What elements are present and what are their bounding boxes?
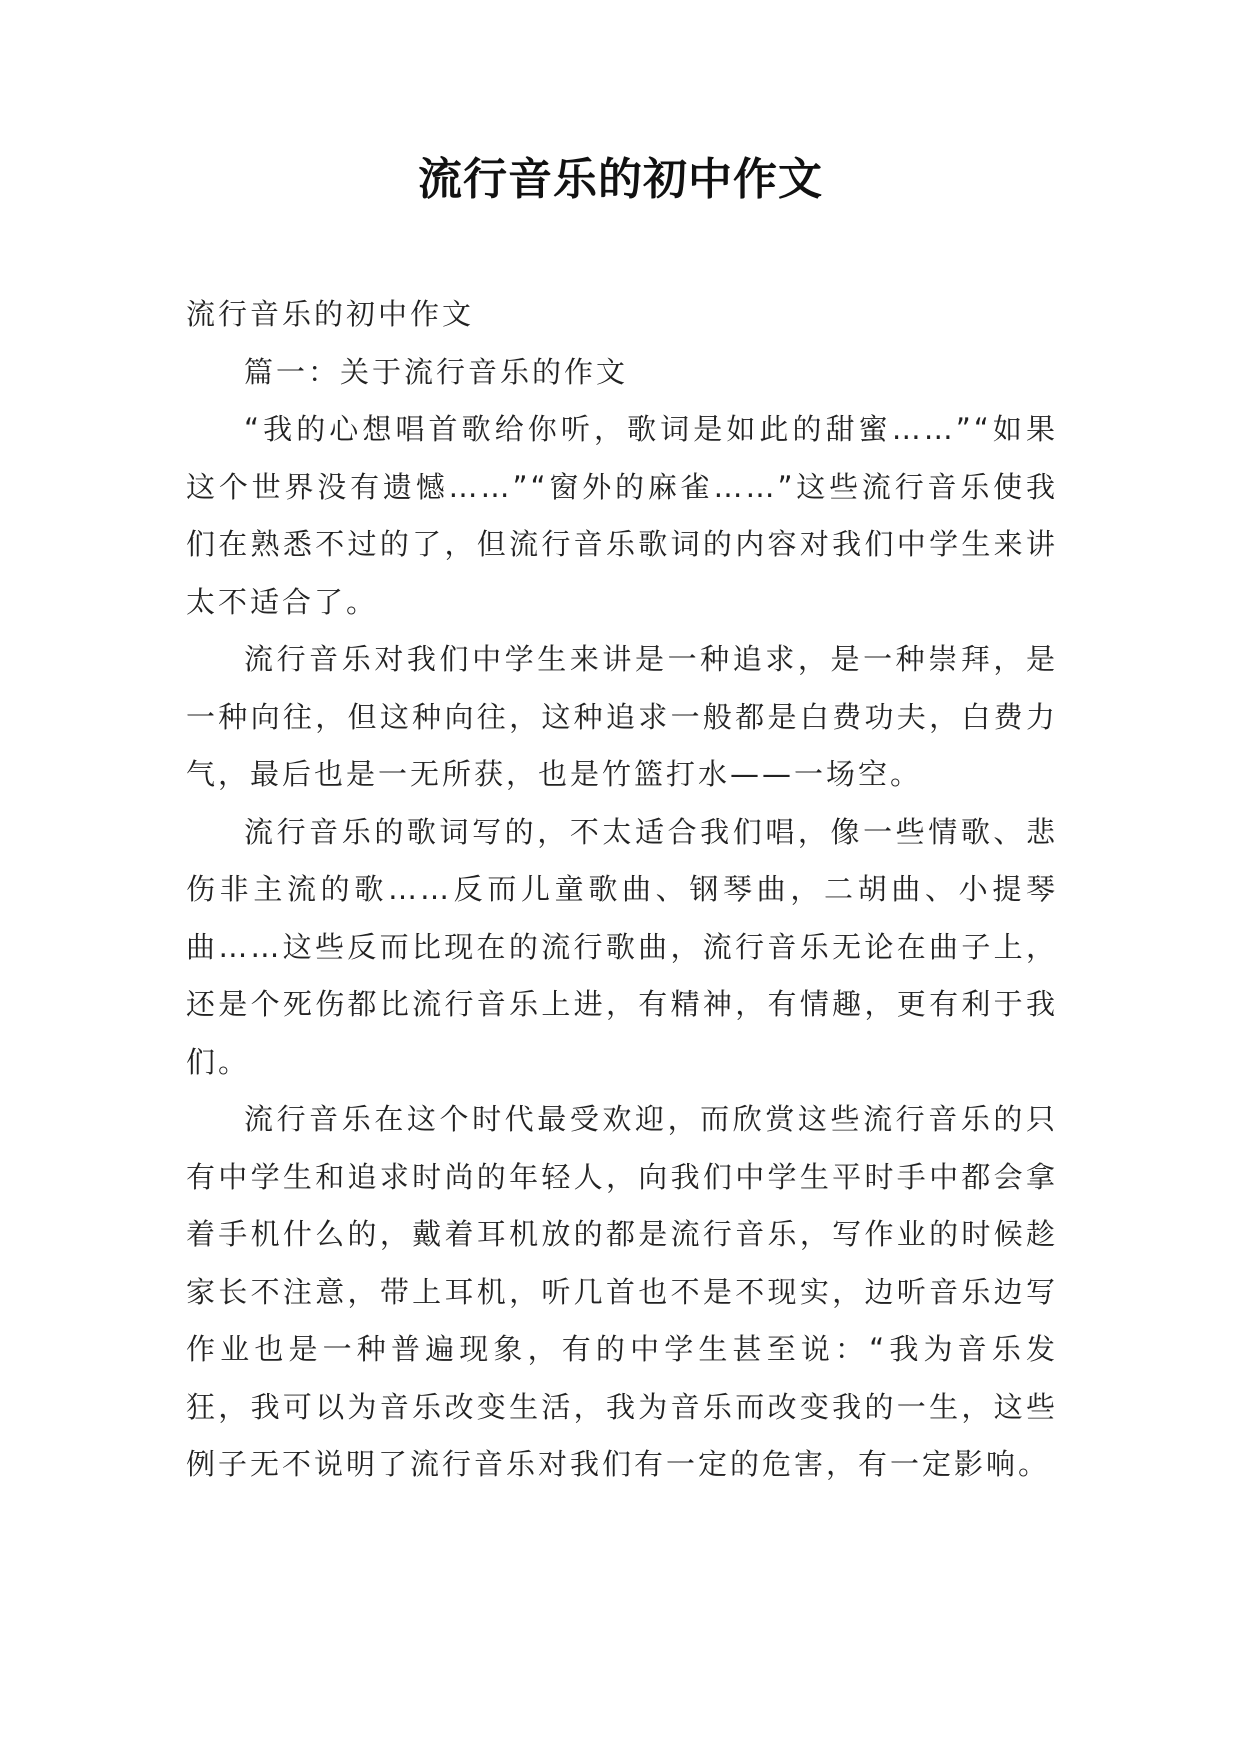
paragraph: 流行音乐在这个时代最受欢迎，而欣赏这些流行音乐的只有中学生和追求时尚的年轻人，向我们中学生平时手中都会拿着手机什么的，戴着耳机放的都是流行音乐，写作业的时候趁家长不注意，带上耳机，听几首也不是不现实，边听音乐边写作业也是一种普遍现象，有的中学生甚至说：“我为音乐发狂，我可以为音乐改变生活，我为音乐而改变我的一生，这些例子无不说明了流行音乐对我们有一定的危害，有一定影响。 xyxy=(186,1102,1058,1481)
document-title: 流行音乐的初中作文 xyxy=(418,154,823,205)
document-subtitle: 流行音乐的初中作文 xyxy=(186,297,475,331)
document-body xyxy=(186,286,1058,1494)
paragraph: 流行音乐对我们中学生来讲是一种追求，是一种崇拜，是一种向往，但这种向往，这种追求一般都是白费功夫，白费力气，最后也是一无所获，也是竹篮打水——一场空。 xyxy=(186,642,1058,791)
section-heading: 篇一：关于流行音乐的作文 xyxy=(244,354,629,389)
paragraph: “我的心想唱首歌给你听，歌词是如此的甜蜜……”“如果这个世界没有遗憾……”“窗外的麻雀……”这些流行音乐使我们在熟悉不过的了，但流行音乐歌词的内容对我们中学生来讲太不适合了。 xyxy=(186,412,1058,619)
paragraph: 流行音乐的歌词写的，不太适合我们唱，像一些情歌、悲伤非主流的歌……反而儿童歌曲、钢琴曲，二胡曲、小提琴曲……这些反而比现在的流行歌曲，流行音乐无论在曲子上，还是个死伤都比流行音乐上进，有精神，有情趣，更有利于我们。 xyxy=(186,814,1058,1079)
